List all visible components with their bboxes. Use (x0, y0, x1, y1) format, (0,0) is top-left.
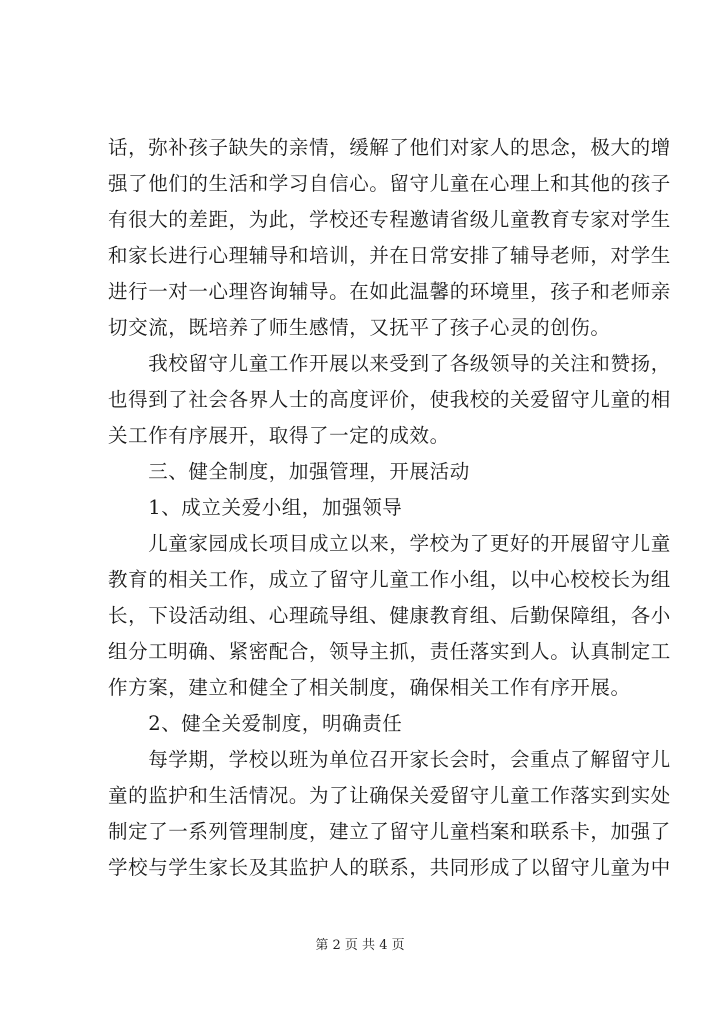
section-heading: 三、健全制度，加强管理，开展活动 (108, 460, 470, 483)
subsection-heading: 2、健全关爱制度，明确责任 (108, 712, 403, 735)
text-line: 和家长进行心理辅导和培训，并在日常安排了辅导老师，对学生 (108, 244, 671, 267)
text-line: 学校与学生家长及其监护人的联系，共同形成了以留守儿童为中 (108, 856, 671, 879)
text-line: 我校留守儿童工作开展以来受到了各级领导的关注和赞扬， (108, 352, 671, 375)
page-number-footer: 第 2 页 共 4 页 (315, 938, 405, 953)
text-line: 强了他们的生活和学习自信心。留守儿童在心理上和其他的孩子 (108, 172, 671, 195)
text-line: 进行一对一心理咨询辅导。在如此温馨的环境里，孩子和老师亲 (108, 280, 671, 303)
text-line: 每学期，学校以班为单位召开家长会时，会重点了解留守儿 (108, 748, 671, 771)
text-line: 关工作有序展开，取得了一定的成效。 (108, 424, 450, 447)
subsection-heading: 1、成立关爱小组，加强领导 (108, 496, 403, 519)
text-line: 话，弥补孩子缺失的亲情，缓解了他们对家人的思念，极大的增 (108, 136, 671, 159)
text-line: 长，下设活动组、心理疏导组、健康教育组、后勤保障组，各小 (108, 604, 671, 627)
text-line: 作方案，建立和健全了相关制度，确保相关工作有序开展。 (108, 676, 631, 699)
text-line: 童的监护和生活情况。为了让确保关爱留守儿童工作落实到实处 (108, 784, 671, 807)
text-line: 切交流，既培养了师生感情，又抚平了孩子心灵的创伤。 (108, 316, 611, 339)
text-line: 儿童家园成长项目成立以来，学校为了更好的开展留守儿童 (108, 532, 671, 555)
text-line: 制定了一系列管理制度，建立了留守儿童档案和联系卡，加强了 (108, 820, 671, 843)
text-line: 也得到了社会各界人士的高度评价，使我校的关爱留守儿童的相 (108, 388, 671, 411)
text-line: 有很大的差距，为此，学校还专程邀请省级儿童教育专家对学生 (108, 208, 671, 231)
text-line: 教育的相关工作，成立了留守儿童工作小组，以中心校校长为组 (108, 568, 671, 591)
text-line: 组分工明确、紧密配合，领导主抓，责任落实到人。认真制定工 (108, 640, 671, 663)
